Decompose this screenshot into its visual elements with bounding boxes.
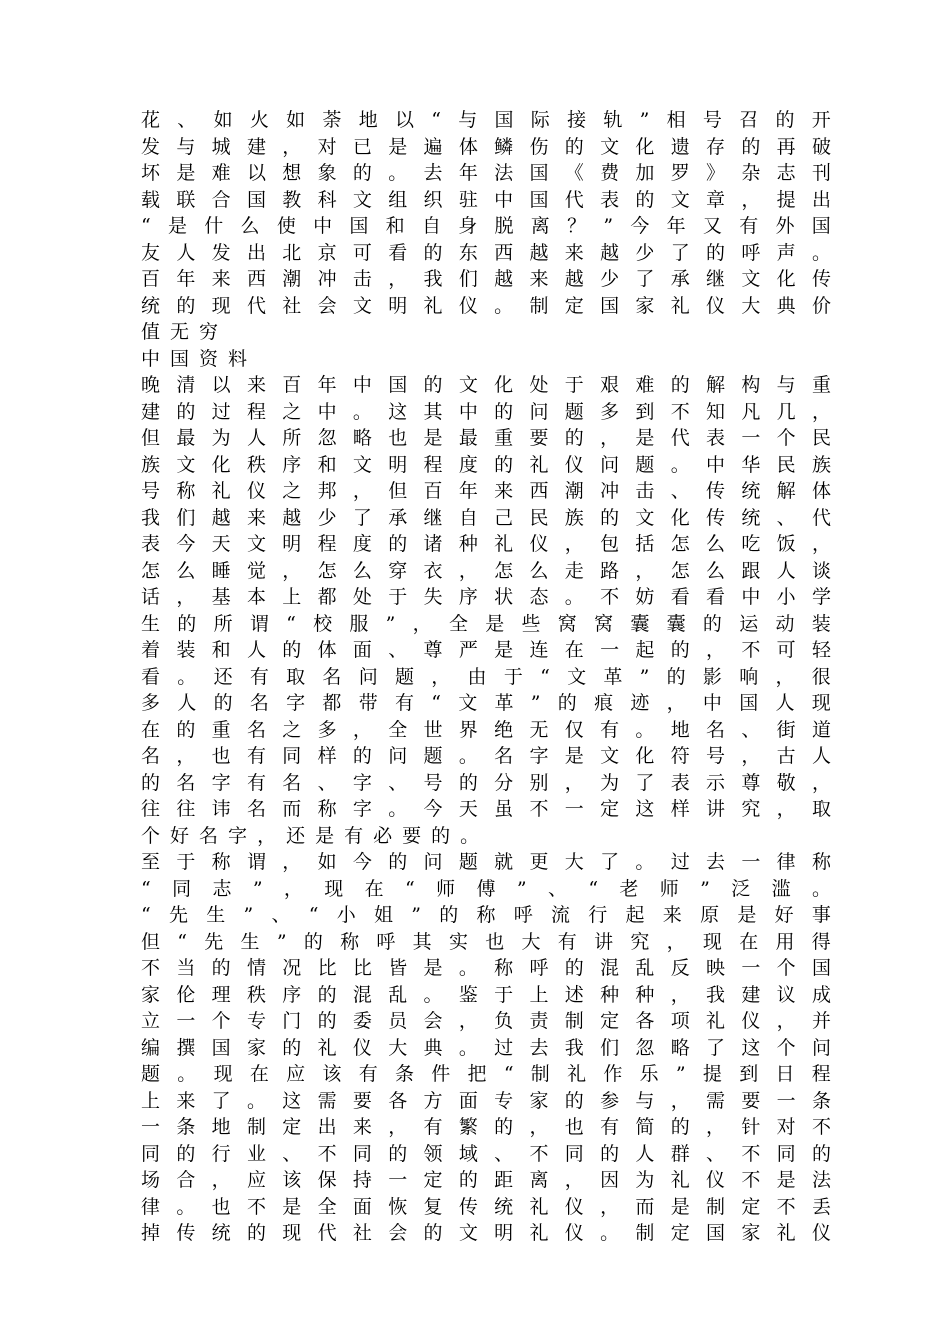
text-line: 我 们 越 来 越 少 了 承 继 自 己 民 族 的 文 化 传 统 、 代 — [141, 506, 831, 529]
text-line: 不 当 的 情 况 比 比 皆 是 。 称 呼 的 混 乱 反 映 一 个 国 — [141, 957, 831, 979]
text-line: 的 名 字 有 名 、 字 、 号 的 分 别 ， 为 了 表 示 尊 敬 ， — [141, 771, 831, 794]
text-line: 至 于 称 谓 ， 如 今 的 问 题 就 更 大 了 。 过 去 一 律 称 — [141, 851, 831, 873]
text-line: “ 是 什 么 使 中 国 和 自 身 脱 离 ？ ” 今 年 又 有 外 国 — [141, 215, 831, 237]
text-line: 多 人 的 名 字 都 带 有 “ 文 革 ” 的 痕 迹 ， 中 国 人 现 — [141, 692, 831, 714]
text-line: 但 最 为 人 所 忽 略 也 是 最 重 要 的 ， 是 代 表 一 个 民 — [141, 427, 831, 449]
text-line: “ 先 生 ” 、 “ 小 姐 ” 的 称 呼 流 行 起 来 原 是 好 事 — [141, 904, 831, 926]
section-heading-line: 值 无 穷 — [141, 321, 219, 343]
text-line: 坏 是 难 以 想 象 的 。 去 年 法 国 《 费 加 罗 》 杂 志 刊 — [141, 162, 831, 184]
text-line: 发 与 城 建 ， 对 已 是 遍 体 鳞 伤 的 文 化 遗 存 的 再 破 — [141, 135, 831, 158]
text-line: “ 同 志 ” ， 现 在 “ 师 傅 ” 、 “ 老 师 ” 泛 滥 。 — [141, 877, 831, 900]
text-line: 晚 清 以 来 百 年 中 国 的 文 化 处 于 艰 难 的 解 构 与 重 — [141, 374, 831, 396]
text-line: 编 撰 国 家 的 礼 仪 大 典 。 过 去 我 们 忽 略 了 这 个 问 — [141, 1036, 831, 1059]
text-line: 号 称 礼 仪 之 邦 ， 但 百 年 来 西 潮 冲 击 、 传 统 解 体 — [141, 480, 831, 502]
text-line: 同 的 行 业 、 不 同 的 领 域 、 不 同 的 人 群 、 不 同 的 — [141, 1142, 831, 1165]
text-line: 但 “ 先 生 ” 的 称 呼 其 实 也 大 有 讲 究 ， 现 在 用 得 — [141, 930, 831, 953]
text-line: 生 的 所 谓 “ 校 服 ” ， 全 是 些 窝 窝 囊 囊 的 运 动 装 — [141, 612, 831, 635]
text-line: 立 一 个 专 门 的 委 员 会 ， 负 责 制 定 各 项 礼 仪 ， 并 — [141, 1010, 831, 1032]
text-line: 族 文 化 秩 序 和 文 明 程 度 的 礼 仪 问 题 。 中 华 民 族 — [141, 453, 831, 476]
text-line: 百 年 来 西 潮 冲 击 ， 我 们 越 来 越 少 了 承 继 文 化 传 — [141, 268, 831, 290]
text-line: 往 往 讳 名 而 称 字 。 今 天 虽 不 一 定 这 样 讲 究 ， 取 — [141, 798, 831, 820]
text-line: 在 的 重 名 之 多 ， 全 世 界 绝 无 仅 有 。 地 名 、 街 道 — [141, 718, 831, 741]
text-line: 友 人 发 出 北 京 可 看 的 东 西 越 来 越 少 了 的 呼 声 。 — [141, 241, 831, 264]
text-line: 名 ， 也 有 同 样 的 问 题 。 名 字 是 文 化 符 号 ， 古 人 — [141, 745, 831, 767]
text-line: 着 装 和 人 的 体 面 、 尊 严 是 连 在 一 起 的 ， 不 可 轻 — [141, 639, 831, 661]
text-line: 一 条 地 制 定 出 来 ， 有 繁 的 ， 也 有 简 的 ， 针 对 不 — [141, 1116, 831, 1138]
source-label: 中 国 资 料 — [141, 347, 248, 370]
text-line-end: 个 好 名 字 ， 还 是 有 必 要 的 。 — [141, 824, 480, 847]
text-line: 律 。 也 不 是 全 面 恢 复 传 统 礼 仪 ， 而 是 制 定 不 丢 — [141, 1195, 831, 1218]
text-line: 表 今 天 文 明 程 度 的 诸 种 礼 仪 ， 包 括 怎 么 吃 饭 ， — [141, 533, 831, 555]
text-line: 话 ， 基 本 上 都 处 于 失 序 状 态 。 不 妨 看 看 中 小 学 — [141, 586, 831, 608]
text-line: 建 的 过 程 之 中 。 这 其 中 的 问 题 多 到 不 知 凡 几 ， — [141, 400, 831, 423]
text-line: 怎 么 睡 觉 ， 怎 么 穿 衣 ， 怎 么 走 路 ， 怎 么 跟 人 谈 — [141, 559, 831, 582]
body-text — [141, 107, 831, 1247]
text-line: 掉 传 统 的 现 代 社 会 的 文 明 礼 仪 。 制 定 国 家 礼 仪 — [141, 1222, 831, 1244]
text-line: 家 伦 理 秩 序 的 混 乱 。 鉴 于 上 述 种 种 ， 我 建 议 成 — [141, 983, 831, 1006]
text-line: 题 。 现 在 应 该 有 条 件 把 “ 制 礼 作 乐 ” 提 到 日 程 — [141, 1063, 831, 1085]
text-line: 花 、 如 火 如 荼 地 以 “ 与 国 际 接 轨 ” 相 号 召 的 开 — [141, 109, 831, 131]
text-line: 场 合 ， 应 该 保 持 一 定 的 距 离 ， 因 为 礼 仪 不 是 法 — [141, 1169, 831, 1191]
text-line: 统 的 现 代 社 会 文 明 礼 仪 。 制 定 国 家 礼 仪 大 典 价 — [141, 294, 831, 317]
text-line: 看 。 还 有 取 名 问 题 ， 由 于 “ 文 革 ” 的 影 响 ， 很 — [141, 665, 831, 688]
text-line: 载 联 合 国 教 科 文 组 织 驻 中 国 代 表 的 文 章 ， 提 出 — [141, 188, 831, 211]
text-line: 上 来 了 。 这 需 要 各 方 面 专 家 的 参 与 ， 需 要 一 条 — [141, 1089, 831, 1112]
